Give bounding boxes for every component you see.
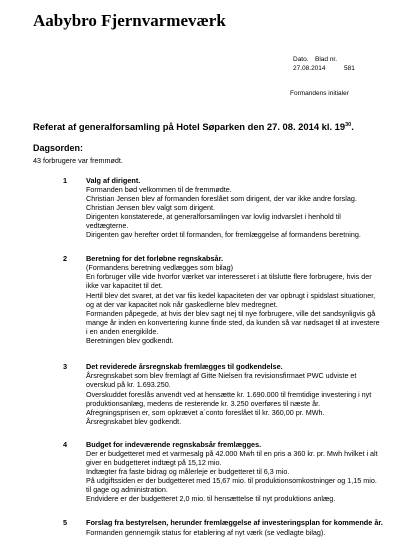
sheet-number-label: Blad nr. <box>315 56 338 63</box>
company-title: Aabybro Fjernvarmeværk <box>33 11 226 30</box>
attendance-text: 43 forbrugere var fremmødt. <box>33 156 123 165</box>
section-line: Christian Jensen blev valgt som dirigent. <box>86 203 216 212</box>
meeting-date: 27.08.2014 <box>293 65 326 72</box>
section-line: Der er budgetteret med et varmesalg på 42.000 Mwh til en pris a 360 kr. pr. Mwh hvilket i alt <box>86 449 378 458</box>
section-number: 2 <box>63 254 68 263</box>
section-line: mange år inden en konvertering kunne finde sted, da kunden så var nødsaget til at investere <box>86 318 380 327</box>
section-title: Valg af dirigent. <box>86 176 141 185</box>
section-line: til gage og administration. <box>86 485 168 494</box>
section-line: Overskuddet foreslås anvendt ved at hensætte kr. 1.690.000 til fremtidige investering i nyt <box>86 390 372 399</box>
chairman-initials-label: Formandens initialer <box>290 90 349 97</box>
section-line: (Formandens beretning vedlægges som bilag) <box>86 263 234 272</box>
section-line: Dirigenten gav herefter ordet til formanden, for fremlæggelse af formandens beretning. <box>86 230 361 239</box>
minutes-heading <box>33 121 354 132</box>
minutes-heading-time-sup: 30 <box>345 121 352 128</box>
section-line: Indtægter fra faste bidrag og målerleje er budgetteret til 6,3 mio. <box>86 467 290 476</box>
minutes-heading-tail: . <box>351 121 354 132</box>
section-line: og at der var kapacitet nok når gaskedlerne blev medregnet. <box>86 300 278 309</box>
section-number: 1 <box>63 176 68 185</box>
section-line: På udgiftssiden er der budgetteret med 15,67 mio. til produktionsomkostninger og 1,15 mio. <box>86 476 377 485</box>
sheet-number: 581 <box>344 65 355 72</box>
section-line: Afregningsprisen er, som opkrævet a´conto foreslået til kr. 360,00 pr. MWh. <box>86 408 325 417</box>
section-line: Dirigenten konstaterede, at generalforsamlingen var lovlig indvarslet i henhold til <box>86 212 341 221</box>
section-title: Forslag fra bestyrelsen, herunder fremlæggelse af investeringsplan for kommende år. <box>86 518 383 527</box>
section-line: Hertil blev det svaret, at det var fiis kedel kapaciteten der var opbrugt i spidslast situationer, <box>86 291 376 300</box>
section-line: Christian Jensen blev af formanden foreslået som dirigent, der var ikke andre forslag. <box>86 194 357 203</box>
section-number: 4 <box>63 440 68 449</box>
section-line: giver en budgetteret indtægt på 15,12 mio. <box>86 458 222 467</box>
section-line: i en anden energikilde. <box>86 327 159 336</box>
section-line: En forbruger ville vide hvorfor værket var interesseret i at tilslutte flere forbrugere, hvis der <box>86 272 372 281</box>
section-line: Formanden påpegede, at hvis der blev sagt nej til nye forbrugere, ville det sandsynligvis gå <box>86 309 376 318</box>
section-number: 3 <box>63 362 68 371</box>
section-title: Beretning for det forløbne regnskabsår. <box>86 254 224 263</box>
section-line: produktionsanlæg, medens de resterende kr. 3.250 overføres til næste år. <box>86 399 321 408</box>
section-line: vedtægterne. <box>86 221 129 230</box>
section-number: 5 <box>63 518 68 527</box>
minutes-heading-text: Referat af generalforsamling på Hotel Søparken den 27. 08. 2014 kl. 19 <box>33 121 346 132</box>
section-line: Beretningen blev godkendt. <box>86 336 174 345</box>
date-label: Dato. <box>293 56 309 63</box>
agenda-label: Dagsorden: <box>33 143 84 153</box>
section-line: ikke var kapacitet til det. <box>86 281 163 290</box>
section-line: Formanden bød velkommen til de fremmødte. <box>86 185 232 194</box>
section-line: Årsregnskabet blev godkendt. <box>86 417 182 426</box>
section-title: Budget for indeværende regnskabsår fremlægges. <box>86 440 262 449</box>
section-line: Årsregnskabet som blev fremlagt af Gitte Nielsen fra revisionsfirmaet PWC udviste et <box>86 371 357 380</box>
section-line: Formanden gennemgik status for etablering af nyt værk (se vedlagte bilag). <box>86 528 326 537</box>
section-line: Endvidere er der budgetteret 2,0 mio. til hensættelse til nyt produktions anlæg. <box>86 494 336 503</box>
section-title: Det reviderede årsregnskab fremlægges til godkendelse. <box>86 362 283 371</box>
section-line: overskud på kr. 1.693.250. <box>86 380 171 389</box>
